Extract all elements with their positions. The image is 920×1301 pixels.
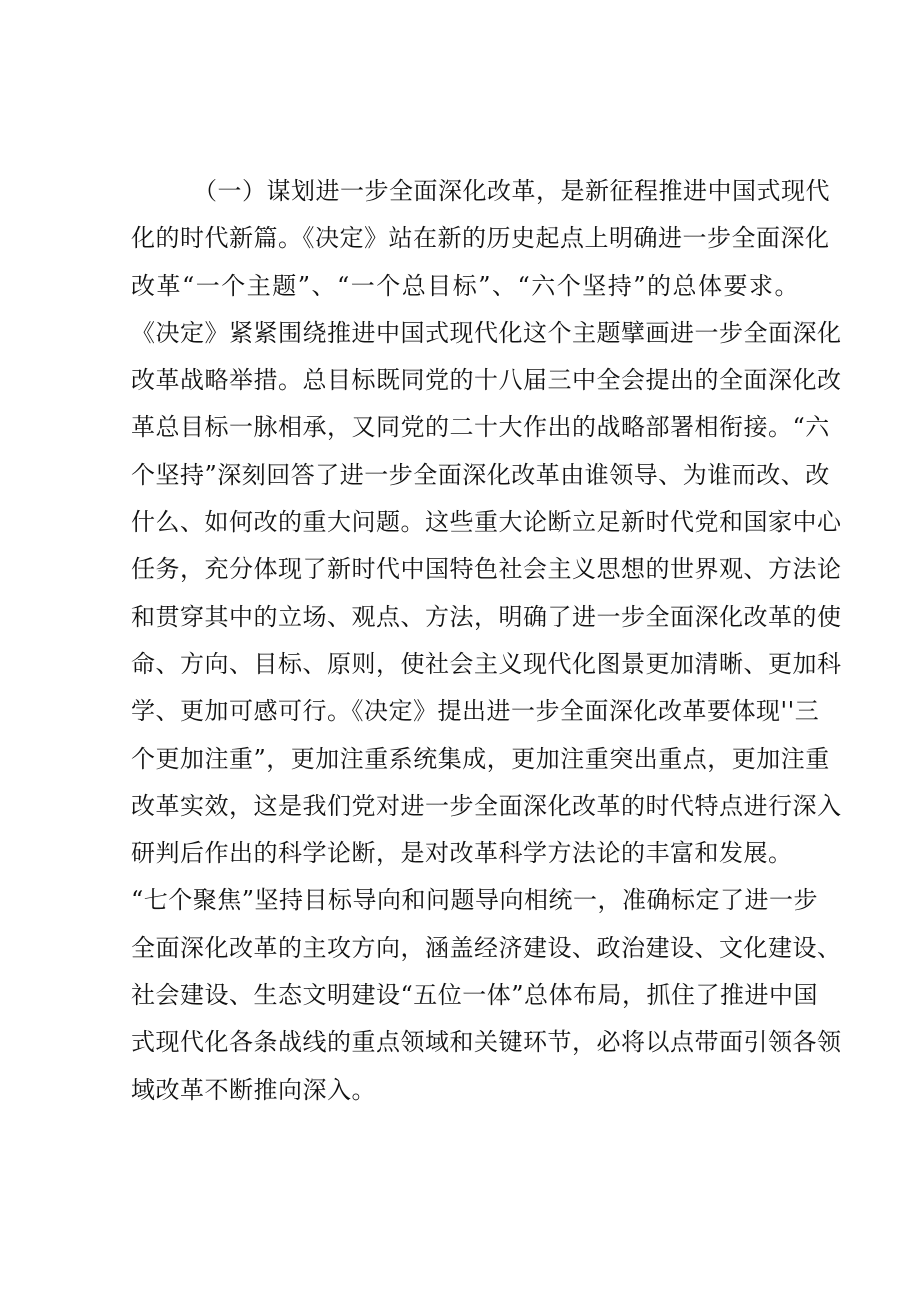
text-line: 命、方向、目标、原则，使社会主义现代化图景更加清晰、更加科 bbox=[131, 649, 842, 678]
text-line: 研判后作出的科学论断，是对改革科学方法论的丰富和发展。 bbox=[131, 839, 793, 868]
paragraph-1 bbox=[131, 168, 842, 877]
text-line: 式现代化各条战线的重点领域和关键环节，必将以点带面引领各领 bbox=[131, 1028, 842, 1057]
text-line: 化的时代新篇。《决定》站在新的历史起点上明确进一步全面深化 bbox=[131, 224, 830, 253]
paragraph-2 bbox=[131, 877, 842, 1113]
text-line: 任务，充分体现了新时代中国特色社会主义思想的世界观、方法论 bbox=[131, 555, 842, 584]
text-line: 《决定》紧紧围绕推进中国式现代化这个主题擘画进一步全面深化 bbox=[131, 318, 842, 347]
text-line: 社会建设、生态文明建设“五位一体”总体布局，抓住了推进中国 bbox=[131, 981, 819, 1010]
text-line: 学、更加可感可行。《决定》提出进一步全面深化改革要体现''三 bbox=[131, 697, 820, 726]
text-line: 和贯穿其中的立场、观点、方法，明确了进一步全面深化改革的使 bbox=[131, 602, 842, 631]
text-line: 改革实效，这是我们党对进一步全面深化改革的时代特点进行深入 bbox=[131, 791, 842, 820]
text-line: 域改革不断推向深入。 bbox=[131, 1075, 376, 1104]
document-body bbox=[131, 168, 842, 1114]
text-line: 什么、如何改的重大问题。这些重大论断立足新时代党和国家中心 bbox=[131, 508, 842, 537]
text-line: 全面深化改革的主攻方向，涵盖经济建设、政治建设、文化建设、 bbox=[131, 933, 842, 962]
text-line: 个更加注重”，更加注重系统集成，更加注重突出重点，更加注重 bbox=[131, 744, 830, 773]
text-line: 改革“一个主题”、“一个总目标”、“六个坚持”的总体要求。 bbox=[131, 271, 799, 300]
text-line: “七个聚焦”坚持目标导向和问题导向相统一，准确标定了进一步 bbox=[131, 886, 819, 915]
text-line: （一）谋划进一步全面深化改革，是新征程推进中国式现代 bbox=[193, 177, 830, 205]
text-line: 革总目标一脉相承，又同党的二十大作出的战略部署相衔接。“六 bbox=[131, 413, 830, 442]
text-line: 改革战略举措。总目标既同党的十八届三中全会提出的全面深化改 bbox=[131, 366, 842, 395]
text-line: 个坚持”深刻回答了进一步全面深化改革由谁领导、为谁而改、改 bbox=[131, 460, 830, 489]
